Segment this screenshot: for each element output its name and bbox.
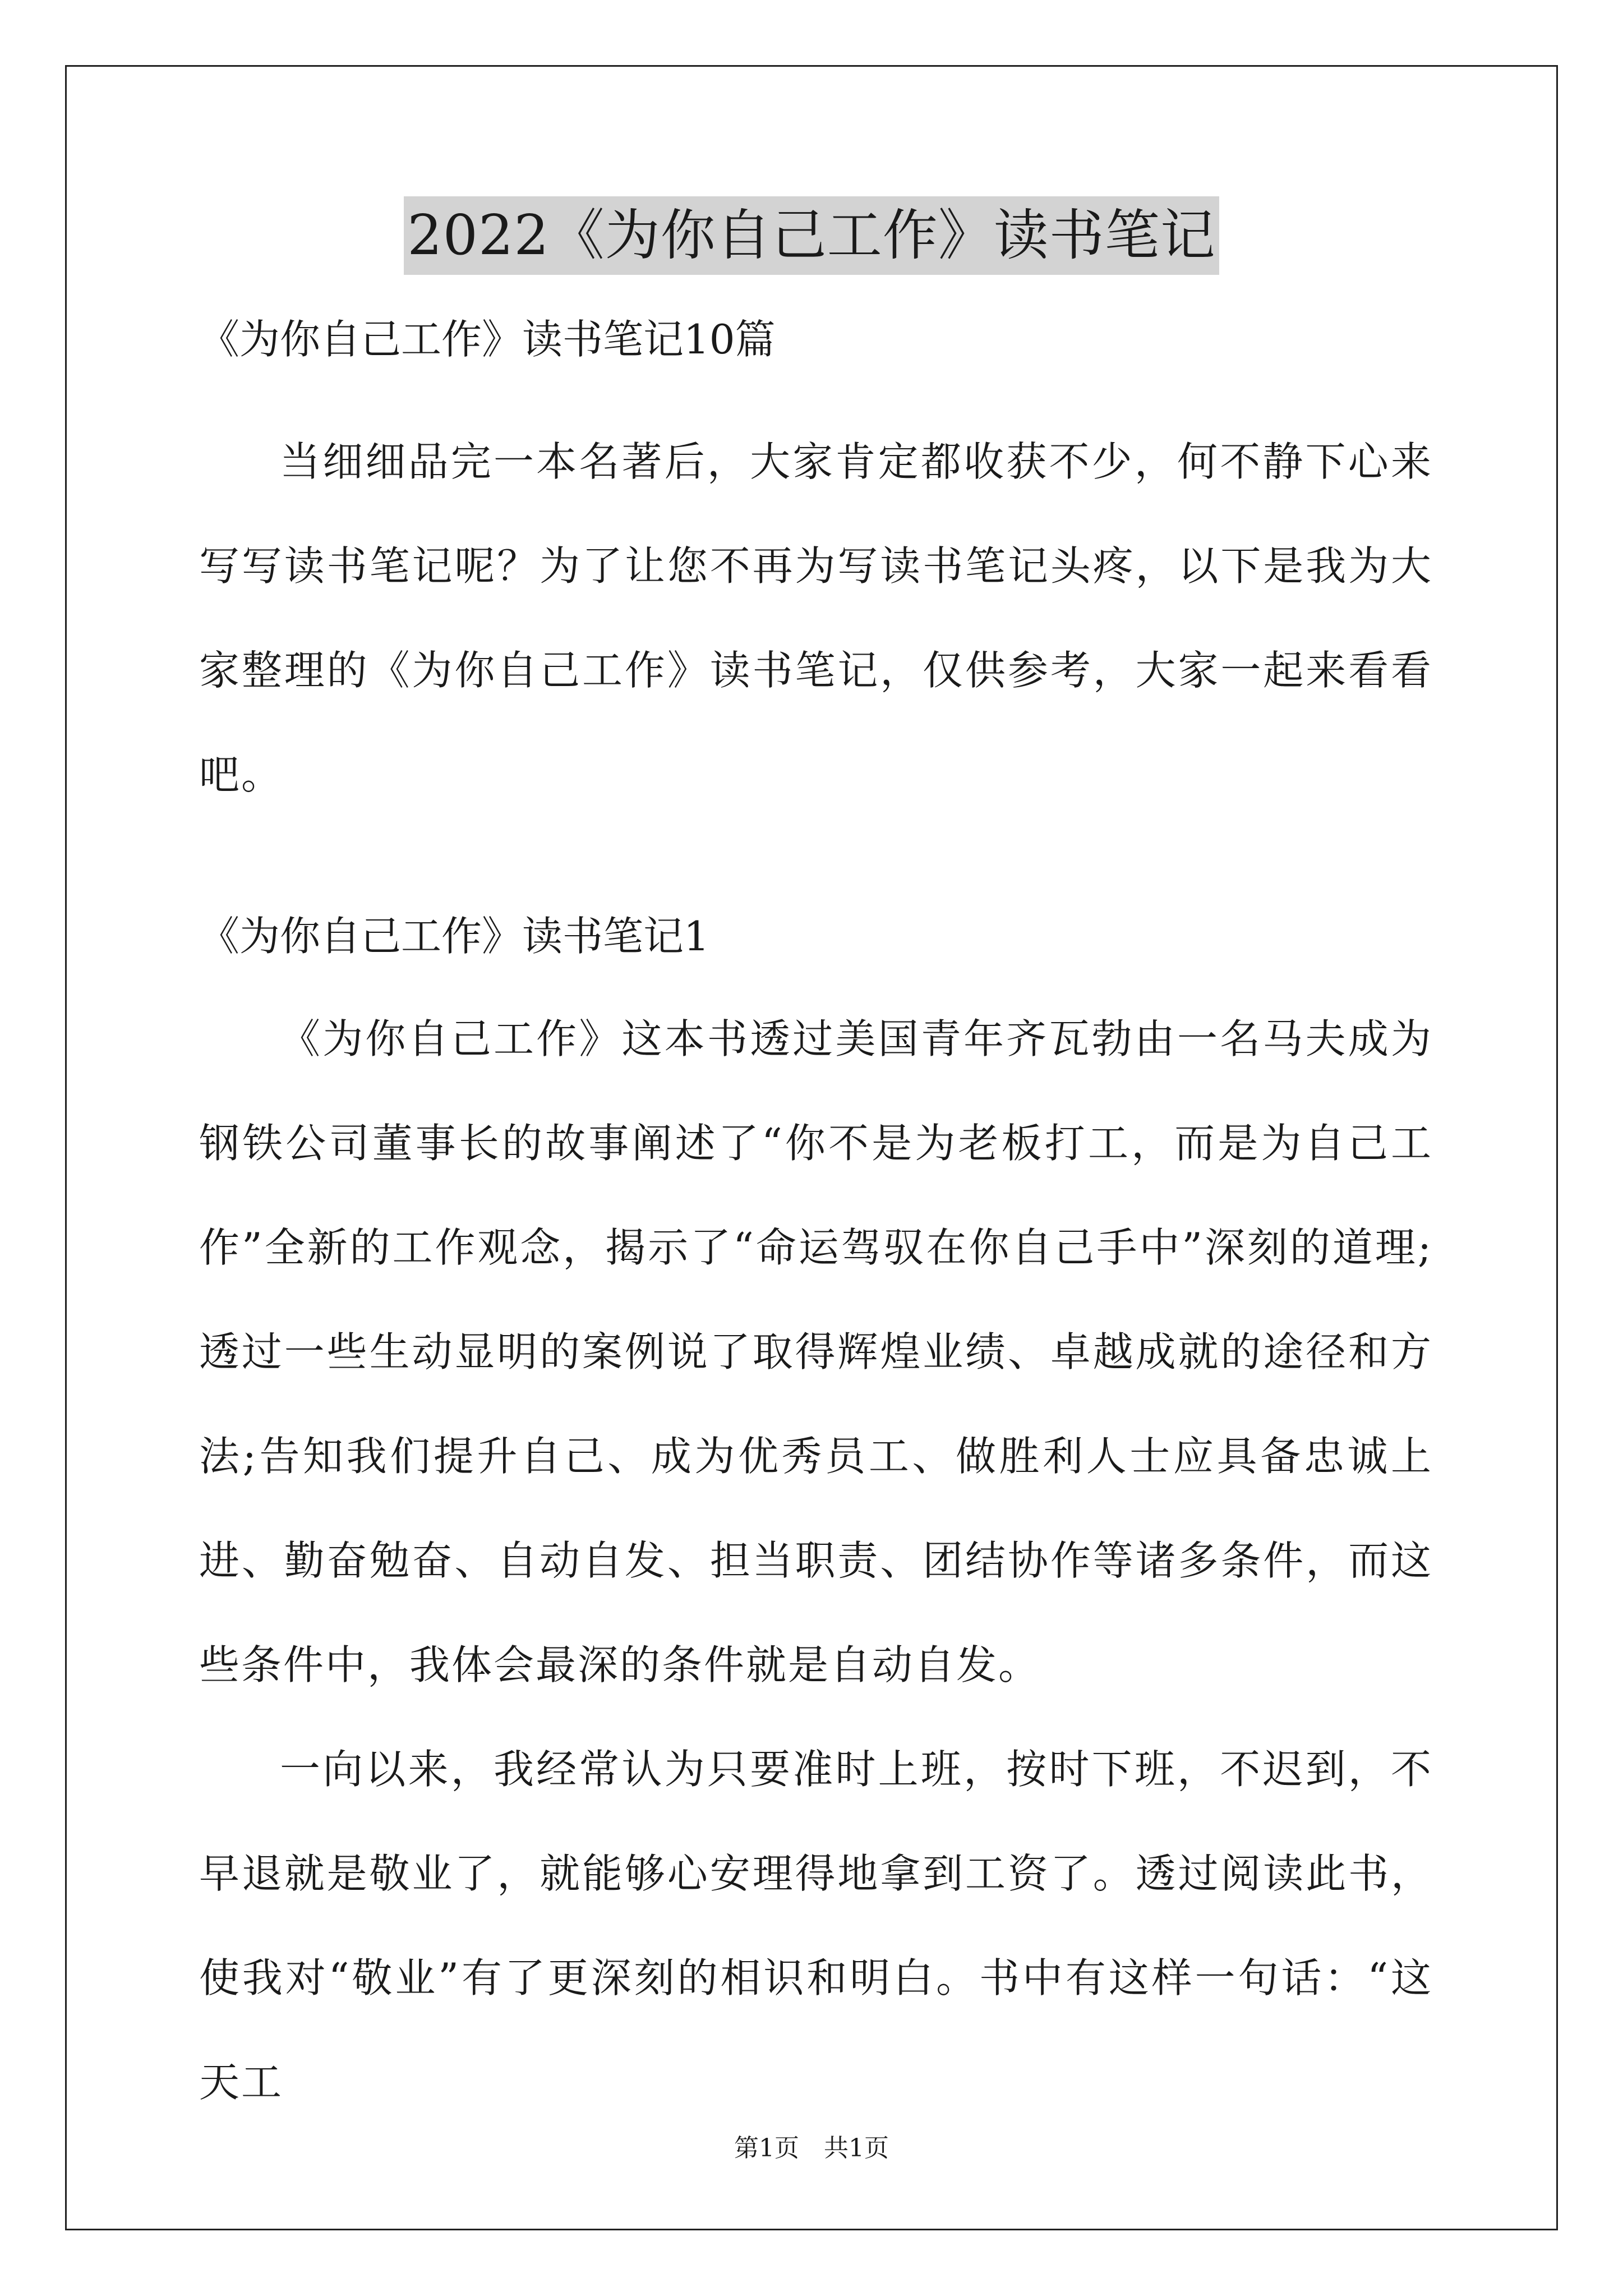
title-container [0, 196, 1623, 275]
intro-paragraph: 当细细品完一本名著后，大家肯定都收获不少，何不静下心来写写读书笔记呢？为了让您不再为写读书笔记头疼，以下是我为大家整理的《为你自己工作》读书笔记，仅供参考，大家一起来看看吧。 [199, 438, 1433, 798]
document-subtitle: 《为你自己工作》读书笔记10篇 [199, 316, 776, 363]
body-paragraph-2: 一向以来，我经常认为只要准时上班，按时下班，不迟到，不早退就是敬业了，就能够心安理得地拿到工资了。透过阅读此书，使我对“敬业”有了更深刻的相识和明白。书中有这样一句话：“这天工 [199, 1746, 1433, 2106]
document-title: 2022《为你自己工作》读书笔记 [404, 196, 1219, 275]
body-paragraph-1: 《为你自己工作》这本书透过美国青年齐瓦勃由一名马夫成为钢铁公司董事长的故事阐述了“你不是为老板打工，而是为自己工作”全新的工作观念，揭示了“命运驾驭在你自己手中”深刻的道理;透过一些生动显明的案例说了取得辉煌业绩、卓越成就的途径和方法;告知我们提升自己、成为优秀员工、做胜利人士应具备忠诚上进、勤奋勉奋、自动自发、担当职责、团结协作等诸多条件，而这些条件中，我体会最深的条件就是自动自发。 [199, 1015, 1433, 1688]
section-heading: 《为你自己工作》读书笔记1 [199, 913, 709, 960]
page-footer: 第1页 共1页 [734, 2134, 889, 2162]
document-body [199, 311, 1433, 2134]
